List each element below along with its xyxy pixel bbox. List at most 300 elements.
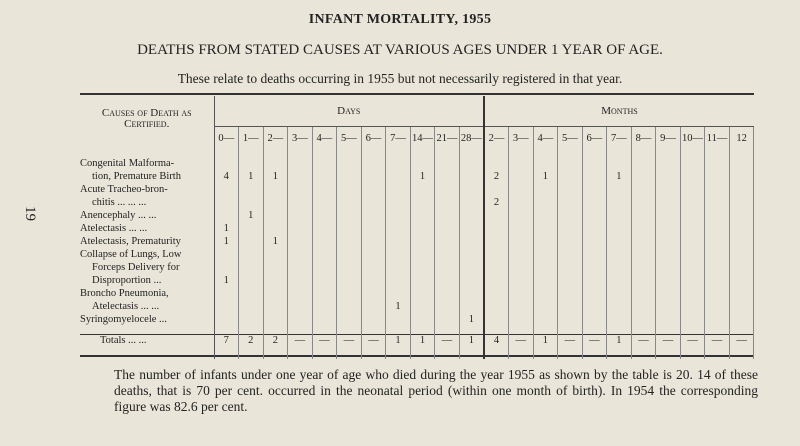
table-cell [631,170,656,183]
table-cell [705,149,730,170]
table-cell [288,313,313,335]
table-cell [459,209,484,222]
table-cell [288,209,313,222]
table-cell [558,313,583,335]
month-col-header: 5— [558,127,583,150]
table-cell [410,183,435,196]
table-cell [656,196,681,209]
table-cell [656,261,681,274]
table-cell [214,300,239,313]
table-cell [533,222,558,235]
table-row [80,287,754,300]
table-cell [631,235,656,248]
table-cell [558,222,583,235]
table-cell [631,261,656,274]
table-cell [607,287,632,300]
table-cell [288,274,313,287]
table-cell [680,313,705,335]
table-cell [558,183,583,196]
month-col-header: 10— [680,127,705,150]
table-cell [607,235,632,248]
day-col-header: 6— [361,127,386,150]
table-cell [582,287,607,300]
table-cell [533,300,558,313]
table-cell [680,183,705,196]
table-cell [533,274,558,287]
table-cell [214,287,239,300]
table-cell [312,261,337,274]
table-cell [656,222,681,235]
table-cell [680,222,705,235]
table-cell [288,248,313,261]
table-cell [361,209,386,222]
table-row [80,209,754,222]
table-cell [582,313,607,335]
table-cell: 1 [410,170,435,183]
table-row [80,274,754,287]
table-cell [337,209,362,222]
table-cell [361,170,386,183]
table-row [80,235,754,248]
table-cell [263,183,288,196]
total-cell: — [558,335,583,360]
table-row [80,261,754,274]
table-cell [705,313,730,335]
table-cell [656,235,681,248]
month-col-header: 6— [582,127,607,150]
total-cell: 2 [263,335,288,360]
table-cell [410,222,435,235]
table-row [80,248,754,261]
table-row [80,183,754,196]
table-cell [680,149,705,170]
table-cell: 1 [214,222,239,235]
table-cell [509,170,534,183]
table-cell [410,149,435,170]
table-cell [263,274,288,287]
day-col-header: 21— [435,127,460,150]
table-cell [214,209,239,222]
day-col-header: 28— [459,127,484,150]
table-cell [312,235,337,248]
table-cell [558,274,583,287]
total-cell: — [312,335,337,360]
table-cell [607,248,632,261]
table-cell [729,248,754,261]
table-cell [484,235,509,248]
table-cell [312,183,337,196]
table-cell [288,300,313,313]
month-col-header: 7— [607,127,632,150]
table-cell [533,287,558,300]
table-cell [410,274,435,287]
total-cell: 1 [386,335,411,360]
table-cell [459,196,484,209]
table-cell: 1 [263,235,288,248]
table-cell [509,209,534,222]
total-cell: 1 [459,335,484,360]
table-cell [509,196,534,209]
table-cell [239,235,264,248]
table-cell [435,313,460,335]
total-cell: — [288,335,313,360]
table-cell [337,235,362,248]
table-cell [484,248,509,261]
table-cell [509,222,534,235]
table-cell: 1 [214,274,239,287]
table-cell [337,261,362,274]
cause-label: Atelectasis ... ... [92,301,160,312]
table-cell [705,287,730,300]
table-cell [386,261,411,274]
table-cell: 2 [484,170,509,183]
table-row [80,222,754,235]
table-cell [239,196,264,209]
total-cell: 1 [410,335,435,360]
table-cell [680,235,705,248]
table-cell [386,274,411,287]
table-cell [484,313,509,335]
table-cell [288,287,313,300]
total-cell: — [631,335,656,360]
table-cell [386,222,411,235]
table-cell [607,222,632,235]
table-cell [533,313,558,335]
cause-label: Anencephaly ... ... [80,210,157,221]
table-cell [484,183,509,196]
table-cell [337,149,362,170]
totals-row [80,335,754,360]
day-col-header: 1— [239,127,264,150]
day-col-header: 2— [263,127,288,150]
table-cell [410,209,435,222]
table-cell [582,149,607,170]
table-cell [312,209,337,222]
table-cell [509,287,534,300]
cause-label: Collapse of Lungs, Low [80,249,182,260]
table-cell [509,149,534,170]
table-cell [582,183,607,196]
table-cell [386,196,411,209]
table-cell [607,196,632,209]
table-cell [631,183,656,196]
table-cell [729,235,754,248]
table-cell [459,261,484,274]
table-cell [484,209,509,222]
table-row [80,300,754,313]
table-row [80,149,754,170]
day-col-header: 0— [214,127,239,150]
table-cell [533,261,558,274]
months-header: Months [484,96,754,127]
table-cell [312,300,337,313]
total-cell: — [680,335,705,360]
cause-label: Congenital Malforma- [80,158,175,169]
table-cell [631,300,656,313]
page-number: 19 [22,206,38,221]
table-cell [607,261,632,274]
table-cell [582,274,607,287]
table-cell [680,274,705,287]
table-cell [680,248,705,261]
table-cell [435,261,460,274]
table-cell [705,170,730,183]
table-cell [263,222,288,235]
table-cell [386,170,411,183]
total-cell: 2 [239,335,264,360]
table-cell [459,235,484,248]
table-cell [435,300,460,313]
table-cell [459,274,484,287]
table-cell [509,183,534,196]
table-cell [656,300,681,313]
days-header: Days [214,96,484,127]
table-cell: 1 [533,170,558,183]
table-cell [729,287,754,300]
table-cell [656,248,681,261]
table-cell [705,196,730,209]
table-cell [484,261,509,274]
table-row [80,313,754,335]
table-cell [410,248,435,261]
table-cell [656,287,681,300]
table-cell [337,287,362,300]
table-cell [214,261,239,274]
table-cell [705,274,730,287]
table-cell [459,287,484,300]
table-cell [484,149,509,170]
table-cell [214,183,239,196]
table-cell [582,235,607,248]
table-cell [312,222,337,235]
table-cell [263,209,288,222]
table-cell [361,235,386,248]
table-cell [631,274,656,287]
total-cell: 1 [533,335,558,360]
table-cell: 4 [214,170,239,183]
table-cell [239,149,264,170]
table-cell [361,300,386,313]
table-cell [337,183,362,196]
day-col-header: 3— [288,127,313,150]
table-cell [680,287,705,300]
table-cell [361,149,386,170]
table-cell [435,235,460,248]
table-cell [312,313,337,335]
table-cell [386,313,411,335]
table-cell [239,222,264,235]
table-cell [337,248,362,261]
cause-label: Atelectasis ... ... [80,223,148,234]
table-cell [312,274,337,287]
table-cell [484,274,509,287]
day-col-header: 14— [410,127,435,150]
table-cell [337,222,362,235]
table-cell [558,196,583,209]
table-cell [705,261,730,274]
cause-label: Forceps Delivery for [92,262,180,273]
summary-paragraph: The number of infants under one year of age who died during the year 1955 as shown by the table is 20. 14 of these deaths, that is 70 per cent. occurred in the neonatal period (within one month of birth). In 1954 the corresponding figure was 82.6 per cent. [114,367,758,414]
table-cell [484,222,509,235]
table-cell [656,149,681,170]
table-cell [582,222,607,235]
total-cell: — [656,335,681,360]
table-cell [582,248,607,261]
table-cell [582,300,607,313]
table-cell [509,300,534,313]
table-cell [386,149,411,170]
table-cell [361,261,386,274]
table-cell [288,235,313,248]
table-cell [484,300,509,313]
table-cell [361,313,386,335]
table-cell [214,196,239,209]
page-title: INFANT MORTALITY, 1955 [308,12,492,27]
table-cell [410,313,435,335]
table-cell [239,183,264,196]
table-cell [607,183,632,196]
table-cell [263,313,288,335]
total-cell: 4 [484,335,509,360]
month-col-header: 8— [631,127,656,150]
table-cell [705,209,730,222]
month-col-header: 2— [484,127,509,150]
table-cell [729,170,754,183]
table-cell [558,261,583,274]
table-cell [656,170,681,183]
table-cell [607,209,632,222]
table-cell [263,287,288,300]
table-cell [729,196,754,209]
table-cell [312,170,337,183]
table-cell [337,313,362,335]
table-cell [656,209,681,222]
table-cell [607,274,632,287]
day-col-header: 4— [312,127,337,150]
table-cell: 2 [484,196,509,209]
table-cell: 1 [239,170,264,183]
table-cell [533,209,558,222]
table-cell [582,261,607,274]
total-cell: — [337,335,362,360]
table-cell [558,300,583,313]
table-cell [288,261,313,274]
table-cell [631,209,656,222]
table-cell [312,196,337,209]
table-cell [558,209,583,222]
cause-label: chitis ... ... ... [92,197,147,208]
table-cell [607,300,632,313]
table-cell [386,287,411,300]
table-cell [509,248,534,261]
table-cell [435,248,460,261]
table-cell [312,248,337,261]
table-cell [239,313,264,335]
table-cell [337,300,362,313]
table-cell [607,313,632,335]
table-cell [558,287,583,300]
table-cell [631,313,656,335]
table-cell [582,196,607,209]
table-cell [533,149,558,170]
table-row [80,196,754,209]
table-cell [729,313,754,335]
table-cell [459,248,484,261]
table-cell [680,209,705,222]
table-cell [680,300,705,313]
table-cell [386,209,411,222]
day-col-header: 7— [386,127,411,150]
table-cell [631,248,656,261]
table-cell [705,235,730,248]
table-cell [729,222,754,235]
table-cell [729,183,754,196]
table-cell [386,235,411,248]
table-cell [386,248,411,261]
month-col-header: 9— [656,127,681,150]
table-cell [459,222,484,235]
table-cell [509,313,534,335]
month-col-header: 12 [729,127,754,150]
table-cell [435,209,460,222]
table-cell [729,261,754,274]
table-cell [705,300,730,313]
table-cell [239,300,264,313]
table-cell [288,149,313,170]
table-cell [435,222,460,235]
table-cell [435,287,460,300]
table-cell [288,196,313,209]
month-col-header: 3— [509,127,534,150]
table-cell [680,261,705,274]
table-cell [509,261,534,274]
totals-label: Totals ... ... [80,335,214,360]
total-cell: — [582,335,607,360]
table-row [80,170,754,183]
table-cell [558,248,583,261]
table-cell: 1 [607,170,632,183]
table-cell [459,300,484,313]
table-cell [239,287,264,300]
table-cell [410,287,435,300]
table-cell [337,170,362,183]
day-col-header: 5— [337,127,362,150]
table-cell [631,196,656,209]
table-cell [729,300,754,313]
table-cell [312,287,337,300]
table-cell [263,261,288,274]
table-cell [239,248,264,261]
table-cell [533,183,558,196]
table-cell [435,149,460,170]
table-cell [435,170,460,183]
table-cell [435,196,460,209]
table-cell: 1 [263,170,288,183]
total-cell: — [509,335,534,360]
table-cell [263,300,288,313]
table-cell [459,183,484,196]
table-cell [533,196,558,209]
table-cell: 1 [386,300,411,313]
table-cell [386,183,411,196]
table-cell [705,183,730,196]
table-cell [361,196,386,209]
month-col-header: 11— [705,127,730,150]
cause-label: Broncho Pneumonia, [80,288,169,299]
table-cell [558,170,583,183]
table-cell [656,274,681,287]
table-cell [729,149,754,170]
